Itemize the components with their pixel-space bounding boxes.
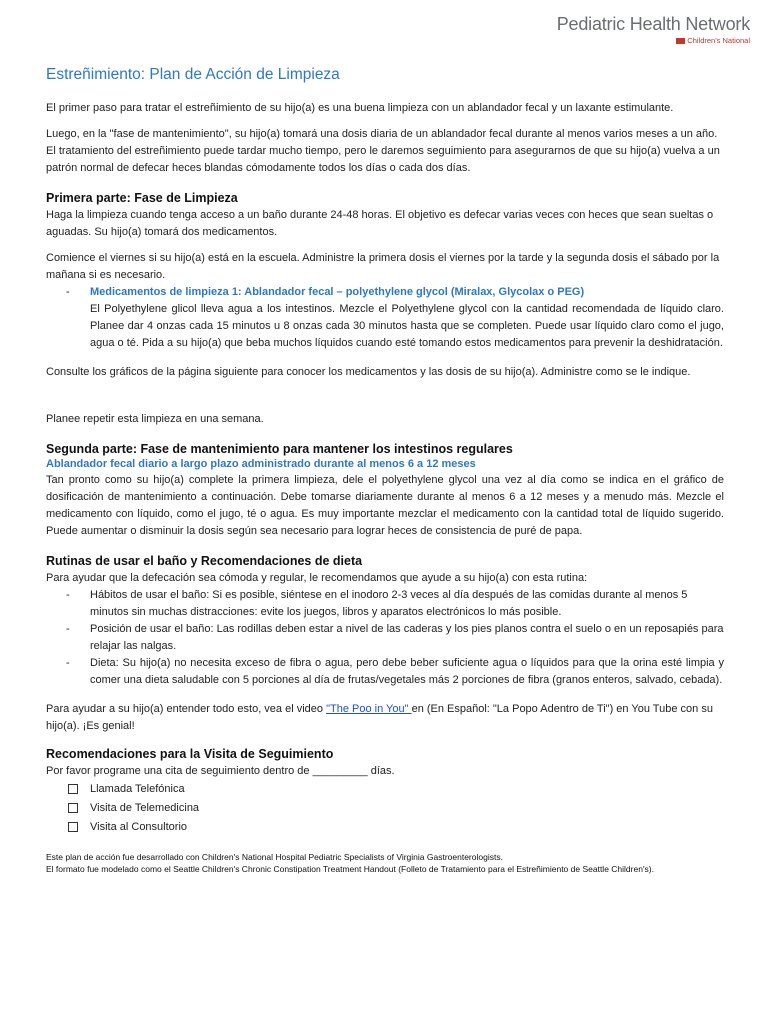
logo bbox=[557, 14, 750, 45]
dash-bullet: - bbox=[66, 286, 70, 298]
intro-paragraph-2: Luego, en la "fase de mantenimiento", su hijo(a) tomará una dosis diaria de un ablandador fecal durante al menos varios meses a un año. El tratamiento del estreñimiento puede tardar mucho tiempo, pero le daremos seguimiento para asegurarnos de que su hijo(a) vuelva a un patrón normal de defecar heces blandas cómodamente todos los días o cada dos días. bbox=[46, 128, 720, 174]
logo-subtitle: Children's National bbox=[687, 36, 750, 45]
followup-option-label: Visita de Telemedicina bbox=[90, 802, 200, 814]
followup-option[interactable] bbox=[46, 780, 724, 799]
medication-item bbox=[46, 284, 724, 352]
part2-body: Tan pronto como su hijo(a) complete la primera limpieza, dele el polyethylene glycol una vez al día como se indica en el gráfico de dosificación de mantenimiento a continuación. Debe tomarse diariamente durante al menos 6 a 12 meses y a menudo más. Mezcle el medicamento con líquido, como el jugo, té o agua. Es muy importante mezclar el medicamento con la cantidad total de líquido sugerido. Puede aumentar o disminuir la dosis según sea necesario para lograr heces de consistencia de puré de papa. bbox=[46, 474, 724, 537]
routines-intro: Para ayudar que la defecación sea cómoda y regular, le recomendamos que ayude a su hijo(a) con esta rutina: bbox=[46, 572, 588, 584]
logo-mark-icon bbox=[676, 38, 685, 44]
part1-paragraph-3: Consulte los gráficos de la página siguiente para conocer los medicamentos y las dosis de su hijo(a). Administre como se le indique. bbox=[46, 366, 691, 378]
part1-paragraph-2: Comience el viernes si su hijo(a) está en la escuela. Administre la primera dosis el viernes por la tarde y la segunda dosis el sábado por la mañana si es necesario. bbox=[46, 252, 720, 281]
followup-option-label: Llamada Telefónica bbox=[90, 783, 185, 795]
list-item bbox=[46, 621, 724, 655]
footer-line-1: Este plan de acción fue desarrollado con Children's National Hospital Pediatric Specialists of Virginia Gastroenterologists. bbox=[46, 852, 503, 862]
video-link[interactable]: "The Poo in You" bbox=[326, 703, 412, 715]
checkbox-icon[interactable] bbox=[68, 784, 78, 794]
followup-intro: Por favor programe una cita de seguimiento dentro de _________ días. bbox=[46, 765, 395, 777]
medication-body: El Polyethylene glicol lleva agua a los intestinos. Mezcle el Polyethylene glycol con la cantidad recomendada de líquido claro. Planee dar 4 onzas cada 15 minutos u 8 onzas cada 30 minutos hasta que se completen. Puede usar líquido claro como el jugo, agua o té. Pida a su hijo(a) que beba muchos líquidos cuando esté tomando estos medicamentos para prevenir la deshidratación. bbox=[90, 303, 724, 349]
part1-paragraph-1: Haga la limpieza cuando tenga acceso a un baño durante 24-48 horas. El objetivo es defecar varias veces con heces que sean sueltas o aguadas. Su hijo(a) tomará dos medicamentos. bbox=[46, 209, 714, 238]
part1-heading: Primera parte: Fase de Limpieza bbox=[46, 191, 238, 205]
logo-title: Pediatric Health Network bbox=[556, 14, 750, 34]
medication-title: Medicamentos de limpieza 1: Ablandador fecal – polyethylene glycol (Miralax, Glycolax o PEG) bbox=[90, 286, 585, 298]
followup-option[interactable] bbox=[46, 818, 724, 837]
routines-heading: Rutinas de usar el baño y Recomendaciones de dieta bbox=[46, 554, 363, 568]
followup-option[interactable] bbox=[46, 799, 724, 818]
content bbox=[46, 66, 724, 875]
dash-bullet: - bbox=[66, 589, 70, 601]
routine-item-text: Dieta: Su hijo(a) no necesita exceso de fibra o agua, pero debe beber suficiente agua o líquidos para que la orina esté limpia y comer una dieta saludable con 5 porciones al día de frutas/vegetales más 2 porciones de fibra (granos enteros, salvado, cebada). bbox=[90, 657, 724, 686]
part1-paragraph-4: Planee repetir esta limpieza en una semana. bbox=[46, 413, 264, 425]
part2-subheading: Ablandador fecal diario a largo plazo administrado durante al menos 6 a 12 meses bbox=[46, 458, 476, 470]
video-text-after: en (En Español: "La Popo Adentro de Ti") en You Tube con su hijo(a). ¡Es genial! bbox=[46, 703, 713, 732]
part2-heading: Segunda parte: Fase de mantenimiento para mantener los intestinos regulares bbox=[46, 442, 513, 456]
video-text-before: Para ayudar a su hijo(a) entender todo esto, vea el video bbox=[46, 703, 327, 715]
list-item bbox=[46, 587, 724, 621]
video-paragraph bbox=[46, 701, 724, 735]
routine-item-text: Posición de usar el baño: Las rodillas deben estar a nivel de las caderas y los pies planos contra el suelo o en un reposapiés para relajar las nalgas. bbox=[90, 623, 724, 652]
dash-bullet: - bbox=[66, 657, 70, 669]
checkbox-icon[interactable] bbox=[68, 822, 78, 832]
routine-item-text: Hábitos de usar el baño: Si es posible, siéntese en el inodoro 2-3 veces al día después de las comidas durante al menos 5 minutos sin muchas distracciones: evite los juegos, libros y aparatos electrónicos lo más posible. bbox=[90, 589, 688, 618]
intro-paragraph-1: El primer paso para tratar el estreñimiento de su hijo(a) es una buena limpieza con un ablandador fecal y un laxante estimulante. bbox=[46, 102, 674, 114]
dash-bullet: - bbox=[66, 623, 70, 635]
footer-line-2: El formato fue modelado como el Seattle Children's Chronic Constipation Treatment Handout (Folleto de Tratamiento para el Estreñimiento de Seattle Children's). bbox=[46, 864, 655, 874]
page-title: Estreñimiento: Plan de Acción de Limpieza bbox=[46, 66, 340, 83]
list-item bbox=[46, 655, 724, 689]
followup-option-label: Visita al Consultorio bbox=[90, 821, 188, 833]
checkbox-icon[interactable] bbox=[68, 803, 78, 813]
followup-heading: Recomendaciones para la Visita de Seguimiento bbox=[46, 747, 334, 761]
